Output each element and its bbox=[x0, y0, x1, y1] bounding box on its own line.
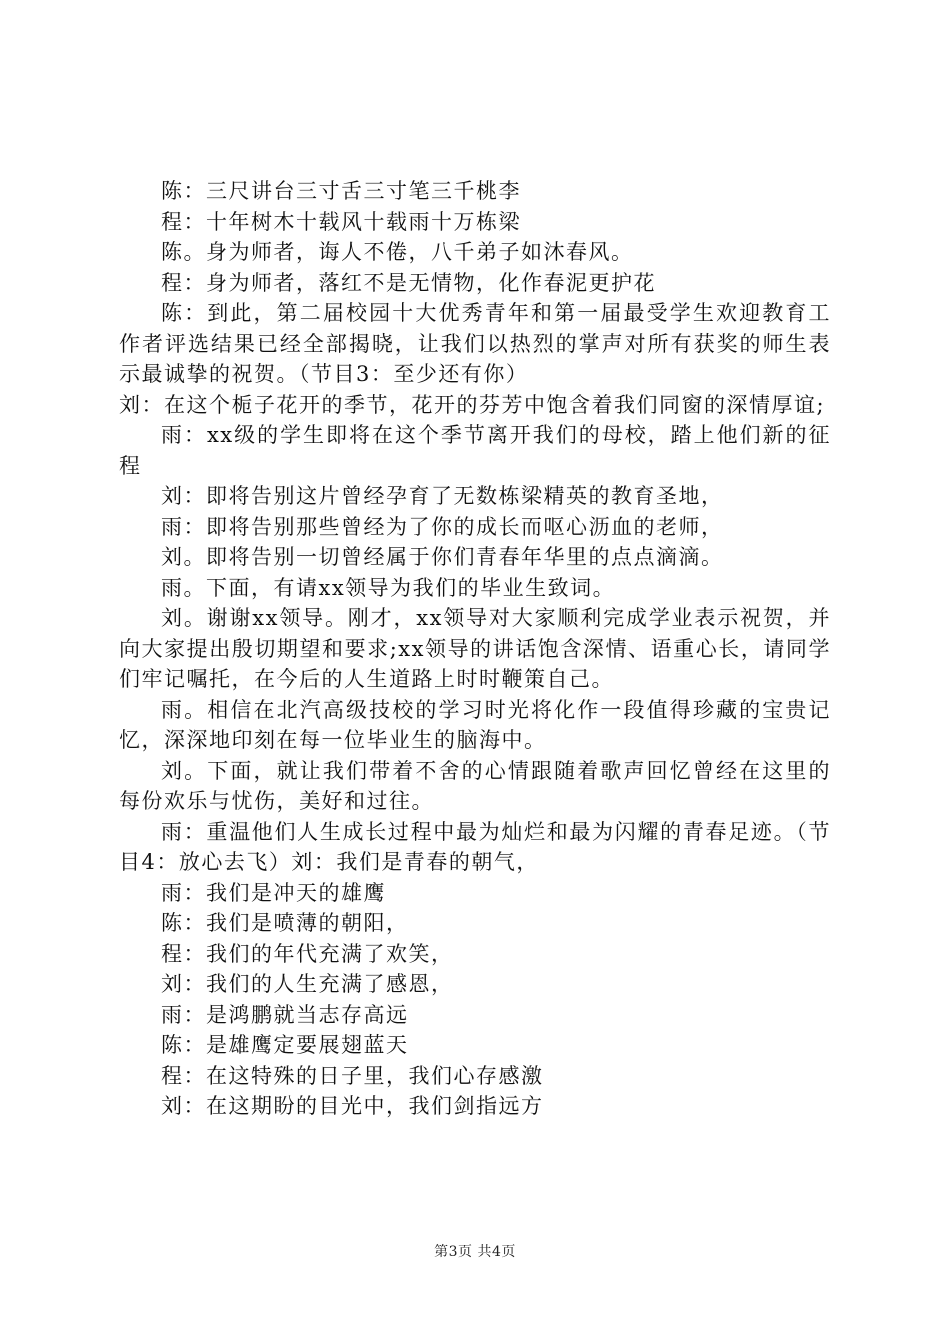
paragraph: 雨：我们是冲天的雄鹰 bbox=[161, 880, 386, 905]
paragraph: 刘。下面，就让我们带着不舍的心情跟随着歌声回忆曾经在这里的每份欢乐与忧伤，美好和过往。 bbox=[119, 758, 831, 813]
paragraph: 陈：到此，第二届校园十大优秀青年和第一届最受学生欢迎教育工作者评选结果已经全部揭晓，让我们以热烈的掌声对所有获奖的师生表示最诚挚的祝贺。（节目3：至少还有你） bbox=[119, 301, 831, 386]
paragraph: 刘：在这个栀子花开的季节，花开的芬芳中饱含着我们同窗的深情厚谊; bbox=[119, 392, 826, 417]
paragraph: 雨。相信在北汽高级技校的学习时光将化作一段值得珍藏的宝贵记忆，深深地印刻在每一位毕业生的脑海中。 bbox=[119, 697, 831, 752]
paragraph: 程：十年树木十载风十载雨十万栋梁 bbox=[161, 209, 521, 234]
paragraph: 刘。谢谢xx领导。刚才，xx领导对大家顺利完成学业表示祝贺，并向大家提出殷切期望和要求;xx领导的讲话饱含深情、语重心长，请同学们牢记嘱托，在今后的人生道路上时时鞭策自己。 bbox=[119, 606, 831, 691]
paragraph: 陈：我们是喷薄的朝阳， bbox=[161, 911, 409, 935]
paragraph: 陈：三尺讲台三寸舌三寸笔三千桃李 bbox=[161, 179, 521, 203]
page-number-footer: 第3页 共4页 bbox=[434, 1244, 516, 1260]
paragraph: 程：身为师者，落红不是无情物，化作春泥更护花 bbox=[161, 270, 656, 295]
paragraph: 程：在这特殊的日子里，我们心存感激 bbox=[161, 1063, 544, 1088]
paragraph: 雨。下面，有请xx领导为我们的毕业生致词。 bbox=[161, 575, 616, 600]
paragraph: 雨：xx级的学生即将在这个季节离开我们的母校，踏上他们新的征程 bbox=[119, 423, 831, 478]
paragraph: 刘。即将告别一切曾经属于你们青春年华里的点点滴滴。 bbox=[161, 545, 724, 569]
paragraph: 陈：是雄鹰定要展翅蓝天 bbox=[161, 1033, 409, 1057]
paragraph: 雨：即将告别那些曾经为了你的成长而呕心沥血的老师， bbox=[161, 514, 724, 539]
paragraph: 刘：我们的人生充满了感恩， bbox=[161, 972, 454, 996]
paragraph: 程：我们的年代充满了欢笑， bbox=[161, 941, 454, 966]
paragraph: 雨：重温他们人生成长过程中最为灿烂和最为闪耀的青春足迹。（节目4：放心去飞）刘：我们是青春的朝气， bbox=[119, 819, 831, 874]
paragraph: 雨：是鸿鹏就当志存高远 bbox=[161, 1002, 409, 1027]
paragraph: 刘：即将告别这片曾经孕育了无数栋梁精英的教育圣地， bbox=[161, 484, 724, 508]
document-body bbox=[119, 176, 831, 1122]
paragraph: 刘：在这期盼的目光中，我们剑指远方 bbox=[161, 1094, 544, 1118]
paragraph: 陈。身为师者，诲人不倦，八千弟子如沐春风。 bbox=[161, 240, 634, 264]
